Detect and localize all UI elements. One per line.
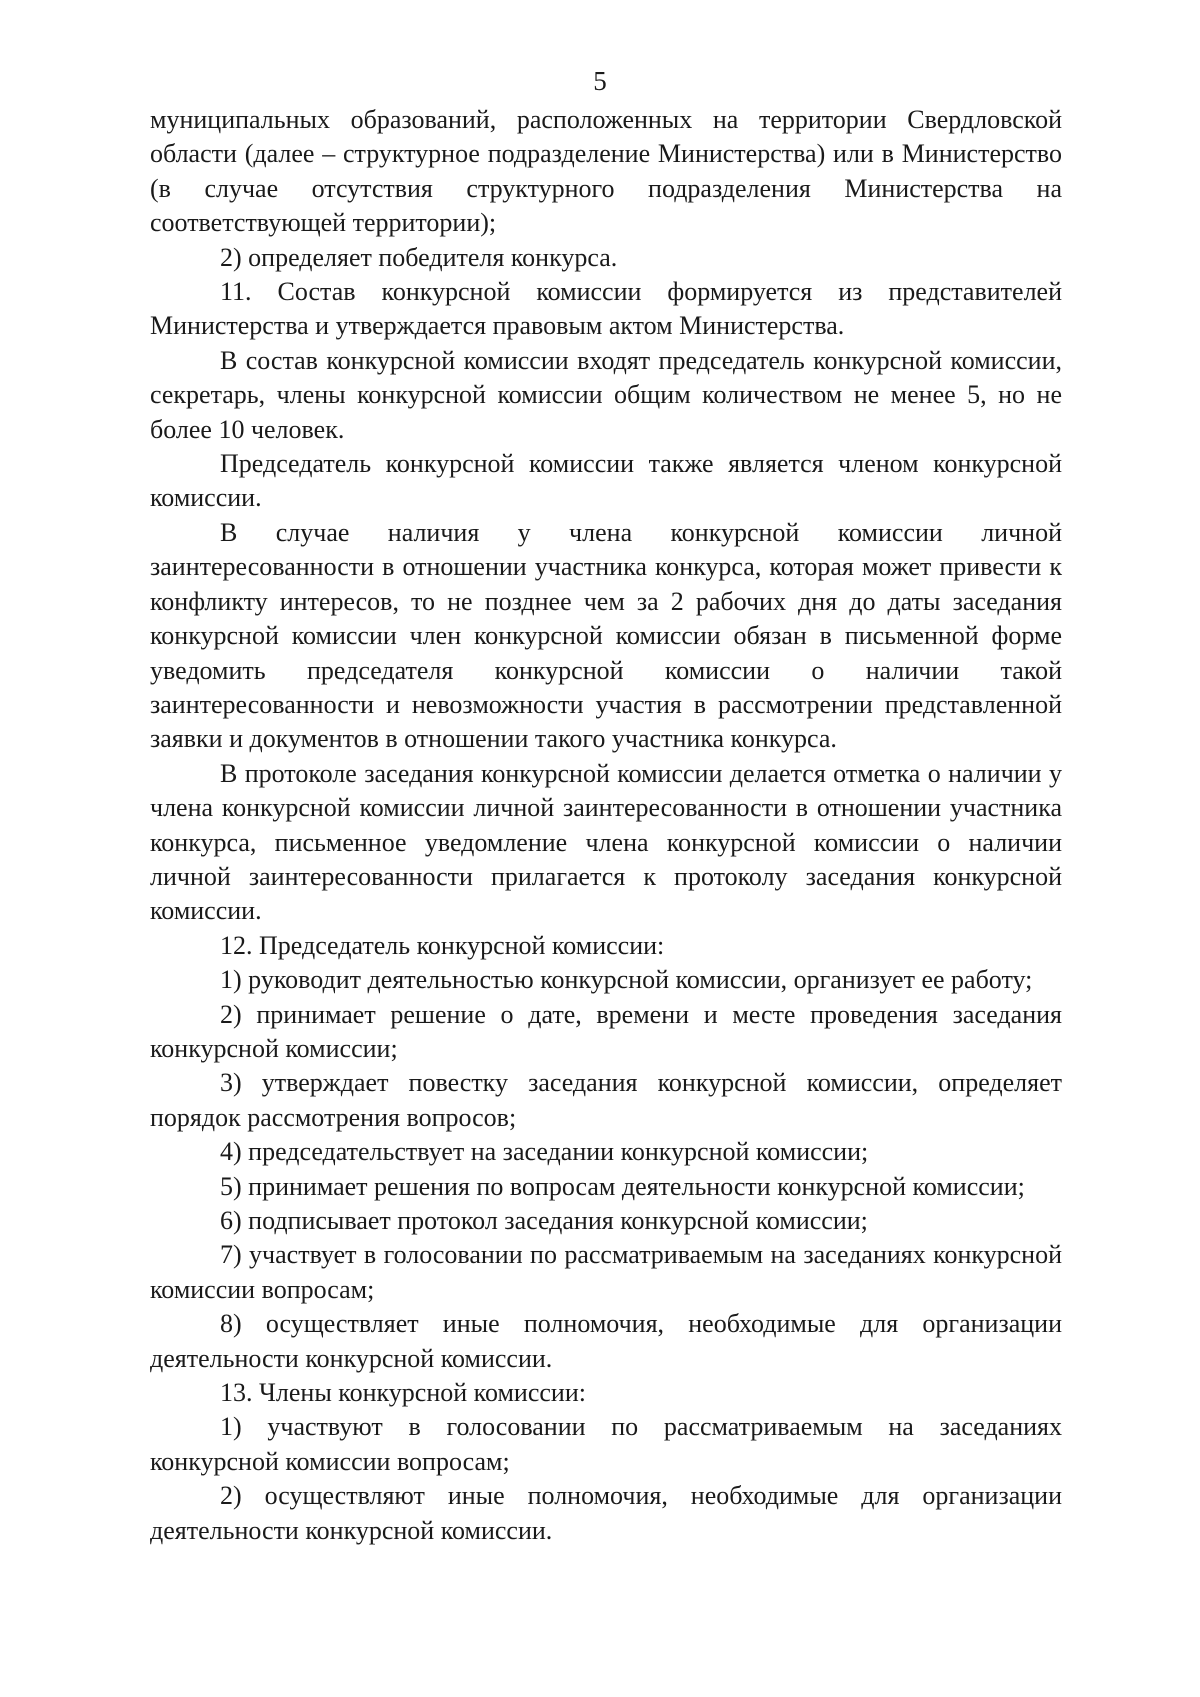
paragraph-member-duty-2: 2) осуществляют иные полномочия, необходимые для организации деятельности конкурсной комиссии. — [150, 1481, 1062, 1545]
paragraph-chair-duty-3: 3) утверждает повестку заседания конкурсной комиссии, определяет порядок рассмотрения вопросов; — [150, 1068, 1062, 1132]
paragraph-chair-duty-4: 4) председательствует на заседании конкурсной комиссии; — [220, 1137, 869, 1167]
paragraph-chair-duty-6: 6) подписывает протокол заседания конкурсной комиссии; — [220, 1206, 868, 1235]
document-body — [150, 103, 1062, 1548]
paragraph-section-13: 13. Члены конкурсной комиссии: — [220, 1378, 586, 1408]
page-number: 5 — [593, 66, 607, 96]
paragraph-continuation: муниципальных образований, расположенных на территории Свердловской области (далее – структурное подразделение Министерства) или в Министерство (в случае отсутствия структурного подразделения Министерства на соответствующей территории); — [150, 105, 1062, 238]
paragraph-section-12: 12. Председатель конкурсной комиссии: — [220, 930, 665, 960]
paragraph-chair-duty-8: 8) осуществляет иные полномочия, необходимые для организации деятельности конкурсной комиссии. — [150, 1309, 1062, 1373]
paragraph-commission-composition: В состав конкурсной комиссии входят председатель конкурсной комиссии, секретарь, члены конкурсной комиссии общим количеством не менее 5, но не более 10 человек. — [150, 345, 1062, 444]
paragraph-chair-duty-2: 2) принимает решение о дате, времени и месте проведения заседания конкурсной комиссии; — [150, 999, 1062, 1063]
paragraph-chair-duty-7: 7) участвует в голосовании по рассматриваемым на заседаниях конкурсной комиссии вопросам; — [150, 1240, 1062, 1304]
paragraph-protocol-note: В протоколе заседания конкурсной комиссии делается отметка о наличии у члена конкурсной комиссии личной заинтересованности в отношении участника конкурса, письменное уведомление члена конкурсной комиссии о наличии личной заинтересованности прилагается к протоколу заседания конкурсной комиссии. — [150, 758, 1062, 926]
paragraph-chair-duty-5: 5) принимает решения по вопросам деятельности конкурсной комиссии; — [220, 1171, 1025, 1201]
paragraph-chairman-member: Председатель конкурсной комиссии также является членом конкурсной комиссии. — [150, 449, 1062, 513]
paragraph-item-2-winner: 2) определяет победителя конкурса. — [220, 242, 618, 272]
paragraph-section-11: 11. Состав конкурсной комиссии формируется из представителей Министерства и утверждается правовым актом Министерства. — [150, 277, 1062, 341]
paragraph-conflict-of-interest: В случае наличия у члена конкурсной комиссии личной заинтересованности в отношении участника конкурса, которая может привести к конфликту интересов, то не позднее чем за 2 рабочих дня до даты заседания конкурсной комиссии член конкурсной комиссии обязан в письменной форме уведомить председателя конкурсной комиссии о наличии такой заинтересованности и невозможности участия в рассмотрении представленной заявки и документов в отношении такого участника конкурса. — [150, 517, 1062, 754]
paragraph-member-duty-1: 1) участвуют в голосовании по рассматриваемым на заседаниях конкурсной комиссии вопросам; — [150, 1412, 1062, 1476]
paragraph-chair-duty-1: 1) руководит деятельностью конкурсной комиссии, организует ее работу; — [220, 965, 1033, 995]
